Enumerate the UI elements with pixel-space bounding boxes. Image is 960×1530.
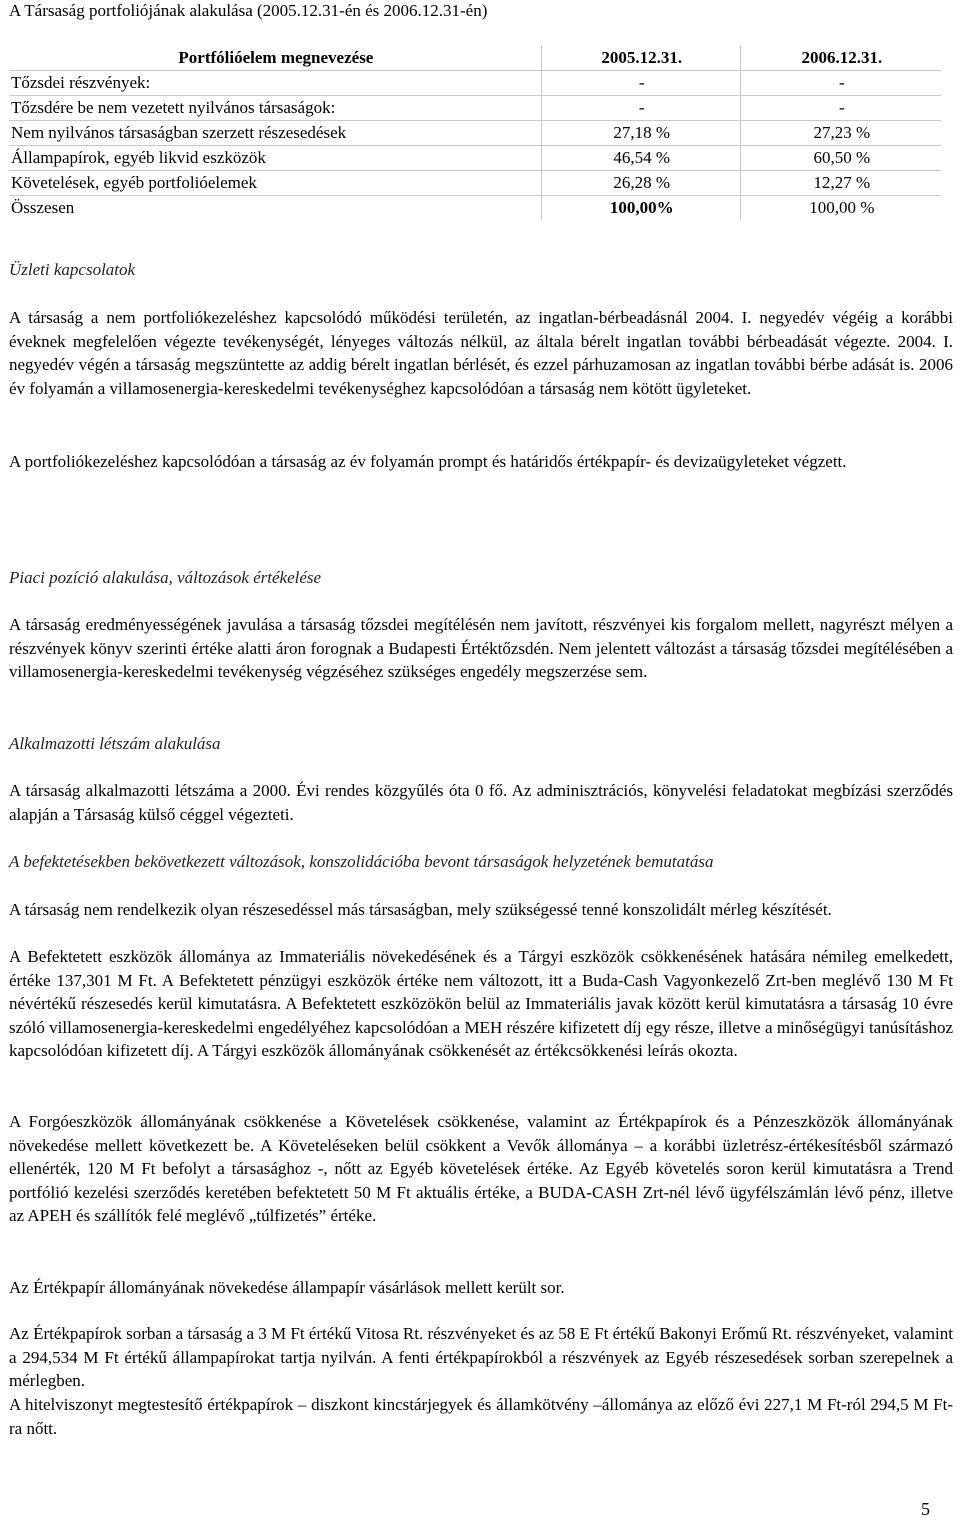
- cell-2006: -: [740, 71, 941, 96]
- section-heading-business: Üzleti kapcsolatok: [9, 260, 136, 279]
- section-heading-headcount: Alkalmazotti létszám alakulása: [9, 734, 221, 753]
- table-row: [9, 146, 941, 171]
- header-cell: Portfólióelem megnevezése: [9, 46, 541, 71]
- row-label: Tőzsdére be nem vezetett nyilvános társaságok:: [9, 96, 541, 121]
- cell-2005: 27,18 %: [541, 121, 740, 146]
- paragraph: A társaság a nem portfoliókezeléshez kapcsolódó működési területén, az ingatlan-bérbeadásnál 2004. I. negyedév végéig a korábbi éveknek megfelelően végezte tevékenységét, lényeges változás nélkül, az általa bérelt ingatlan további bérbeadását végezte. 2004. I. negyedév végén a társaság megszüntette az addig bérelt ingatlan bérlését, és ezzel párhuzamosan az ingatlan további bérbe adását is. 2006 év folyamán a villamosenergia-kereskedelmi tevékenységhez kapcsolódóan a társaság nem kötött ügyleteket.: [9, 308, 953, 398]
- table-header-row: [9, 46, 941, 71]
- row-label: Állampapírok, egyéb likvid eszközök: [9, 146, 541, 171]
- cell-2006: 27,23 %: [740, 121, 941, 146]
- cell-2005: 46,54 %: [541, 146, 740, 171]
- paragraph: Az Értékpapír állományának növekedése állampapír vásárlások mellett került sor.: [9, 1278, 565, 1297]
- table-row: [9, 71, 941, 96]
- header-cell: 2005.12.31.: [541, 46, 740, 71]
- paragraph: A portfoliókezeléshez kapcsolódóan a társaság az év folyamán prompt és határidős értékpapír- és devizaügyleteket végzett.: [9, 452, 847, 471]
- page-number: 5: [921, 1499, 930, 1519]
- table-row: [9, 121, 941, 146]
- paragraph: A társaság alkalmazotti létszáma a 2000. Évi rendes közgyűlés óta 0 fő. Az adminisztrációs, könyvelési feladatokat megbízási szerződés alapján a Társaság külső céggel végezteti.: [9, 781, 953, 824]
- paragraph: Az Értékpapírok sorban a társaság a 3 M Ft értékű Vitosa Rt. részvényeket és az 58 E Ft értékű Bakonyi Erőmű Rt. részvényeket, valamint a 294,534 M Ft értékű állampapírokat tartja nyilván. A fenti értékpapírokból a részvények az Egyéb részesedések sorban szerepelnek a mérlegben.: [9, 1324, 953, 1391]
- cell-2005: -: [541, 71, 740, 96]
- row-label: Tőzsdei részvények:: [9, 71, 541, 96]
- cell-2006: 12,27 %: [740, 171, 941, 196]
- paragraph: A Befektetett eszközök állománya az Immateriális növekedésének és a Tárgyi eszközök csökkenésének hatására némileg emelkedett, értéke 137,301 M Ft. A Befektetett pénzügyi eszközök értéke nem változott, itt a Buda-Cash Vagyonkezelő Zrt-ben meglévő 130 M Ft névértékű részesedés kerül kimutatásra. A Befektetett eszközökön belül az Immateriális javak között kerül kimutatásra a társaság 10 évre szóló villamosenergia-kereskedelmi engedélyéhez kapcsolódóan a MEH részére kifizetett díj egy része, illetve a minőségügyi tanúsításhoz kapcsolódóan kifizetett díj. A Tárgyi eszközök állományának csökkenését az értékcsökkenési leírás okozta.: [9, 947, 953, 1061]
- paragraph: A Forgóeszközök állományának csökkenése a Követelések csökkenése, valamint az Értékpapírok és a Pénzeszközök állományának növekedése mellett következett be. A Követeléseken belül csökkent a Vevők állománya – a korábbi üzletrész-értékesítésből származó ellenérték, 120 M Ft befolyt a társasághoz -, nőtt az Egyéb követelések értéke. Az Egyéb követelés soron kerül kimutatásra a Trend portfólió kezelési szerződés keretében befektetett 50 M Ft aktuális értéke, a BUDA-CASH Zrt-nél lévő ügyfélszámlán lévő pénz, illetve az APEH és szállítók felé meglévő „túlfizetés” értéke.: [9, 1112, 953, 1226]
- paragraph: A hitelviszonyt megtestesítő értékpapírok – diszkont kincstárjegyek és államkötvény –állománya az előző évi 227,1 M Ft-ról 294,5 M Ft-ra nőtt.: [9, 1395, 953, 1438]
- header-cell: 2006.12.31.: [740, 46, 941, 71]
- table-row: [9, 171, 941, 196]
- cell-2006: 100,00 %: [809, 198, 875, 217]
- cell-2005: -: [541, 96, 740, 121]
- row-label: Összesen: [9, 196, 541, 221]
- row-label: Követelések, egyéb portfolióelemek: [9, 171, 541, 196]
- paragraph: A társaság eredményességének javulása a társaság tőzsdei megítélésén nem javított, részvényei kis forgalom mellett, nagyrészt mélyen a részvények könyv szerinti értéke alatti áron forognak a Budapesti Értéktőzsdén. Nem jelentett változást a társaság tőzsdei megítélésében a villamosenergia-kereskedelmi tevékenység végzéséhez szükséges engedély megszerzése sem.: [9, 615, 953, 682]
- row-label: Nem nyilvános társaságban szerzett részesedések: [9, 121, 541, 146]
- table-row: [9, 96, 941, 121]
- paragraph: A társaság nem rendelkezik olyan részesedéssel más társaságban, mely szükségessé tenné konszolidált mérleg készítését.: [9, 900, 832, 919]
- section-heading-investments: A befektetésekben bekövetkezett változások, konszolidációba bevont társaságok helyzetének bemutatása: [9, 852, 714, 871]
- cell-2005: 26,28 %: [541, 171, 740, 196]
- cell-2006: 60,50 %: [740, 146, 941, 171]
- table-caption: A Társaság portfoliójának alakulása (2005.12.31-én és 2006.12.31-én): [9, 1, 488, 20]
- cell-2006: -: [740, 96, 941, 121]
- cell-2005: 100,00%: [541, 196, 740, 221]
- portfolio-table: [9, 46, 941, 220]
- section-heading-market: Piaci pozíció alakulása, változások értékelése: [9, 568, 322, 587]
- table-total-row: [9, 196, 941, 221]
